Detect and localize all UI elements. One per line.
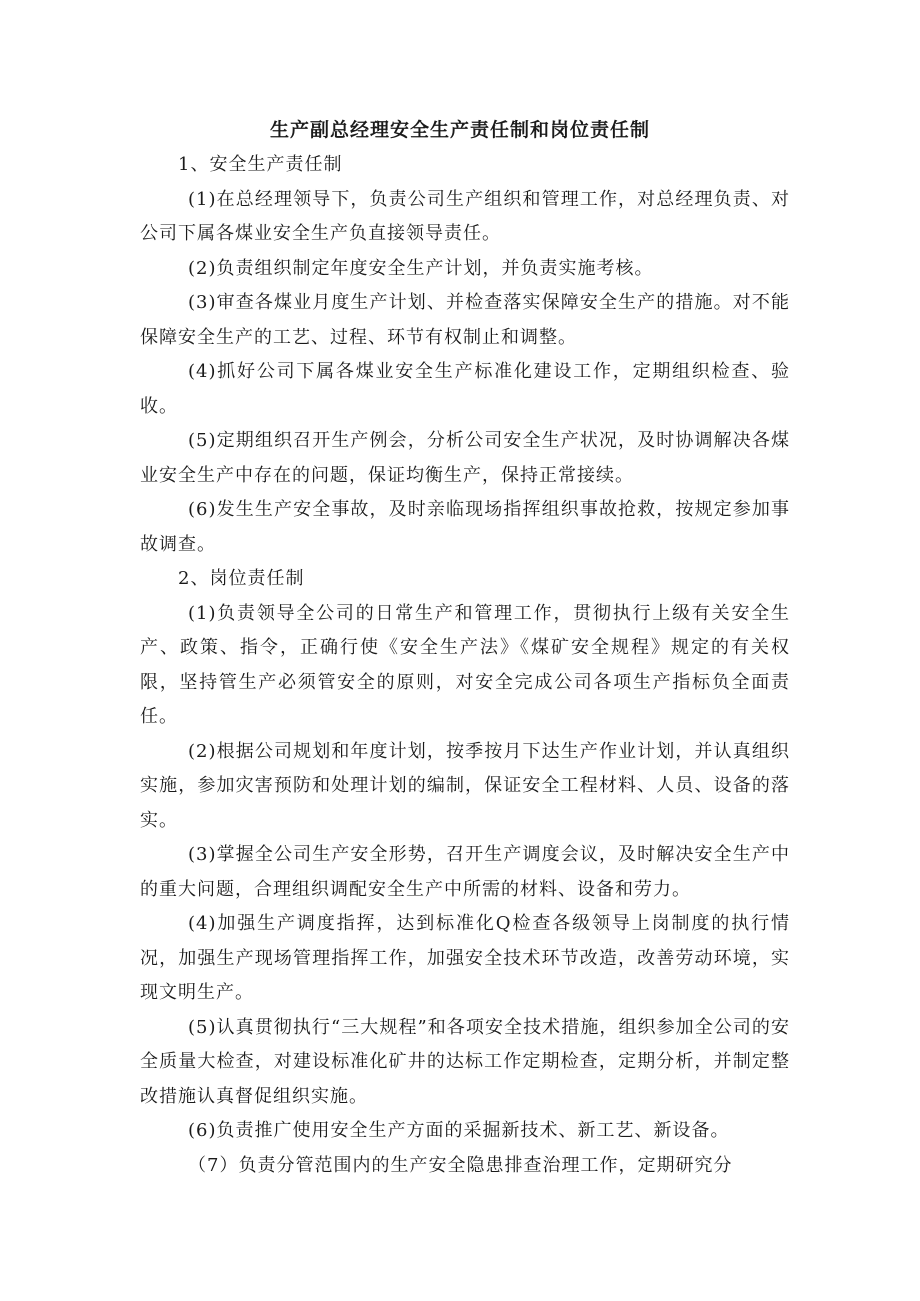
paragraph: (1)负责领导全公司的日常生产和管理工作，贯彻执行上级有关安全生产、政策、指令，正确行使《安全生产法》《煤矿安全规程》规定的有关权限，坚持管生产必须管安全的原则，对安全完成公司各项生产指标负全面责任。 [140,602,790,727]
paragraph: (2)负责组织制定年度安全生产计划，并负责实施考核。 [188,257,654,279]
paragraph: (3)掌握全公司生产安全形势，召开生产调度会议，及时解决安全生产中的重大问题，合理组织调配安全生产中所需的材料、设备和劳力。 [140,844,790,900]
paragraph: (1)在总经理领导下，负责公司生产组织和管理工作，对总经理负责、对公司下属各煤业安全生产负直接领导责任。 [140,188,790,244]
section-heading: 1、安全生产责任制 [178,154,343,175]
paragraph: (6)负责推广使用安全生产方面的采掘新技术、新工艺、新设备。 [188,1120,730,1141]
paragraph: (3)审查各煤业月度生产计划、并检查落实保障安全生产的措施。对不能保障安全生产的工艺、过程、环节有权制止和调整。 [140,292,790,348]
paragraph: (5)定期组织召开生产例会，分析公司安全生产状况，及时协调解决各煤业安全生产中存在的问题，保证均衡生产，保持正常接续。 [140,430,790,486]
paragraph: (4)加强生产调度指挥，达到标准化Q检查各级领导上岗制度的执行情况，加强生产现场管理指挥工作，加强安全技术环节改造，改善劳动环境，实现文明生产。 [140,913,790,1003]
paragraph: (5)认真贯彻执行“三大规程”和各项安全技术措施，组织参加全公司的安全质量大检查，对建设标准化矿井的达标工作定期检查，定期分析，并制定整改措施认真督促组织实施。 [140,1016,790,1107]
document-body [140,148,790,1183]
paragraph: (6)发生生产安全事故，及时亲临现场指挥组织事故抢救，按规定参加事故调查。 [140,499,790,555]
section-heading: 2、岗位责任制 [178,568,305,589]
section-position-responsibility [140,562,790,1183]
paragraph: (4)抓好公司下属各煤业安全生产标准化建设工作，定期组织检查、验收。 [140,361,790,417]
paragraph: (2)根据公司规划和年度计划，按季按月下达生产作业计划，并认真组织实施，参加灾害预防和处理计划的编制，保证安全工程材料、人员、设备的落实。 [140,740,790,831]
document-title: 生产副总经理安全生产责任制和岗位责任制 [269,119,650,141]
paragraph: （7）负责分管范围内的生产安全隐患排查治理工作，定期研究分 [188,1154,733,1176]
section-safety-responsibility [140,148,790,562]
